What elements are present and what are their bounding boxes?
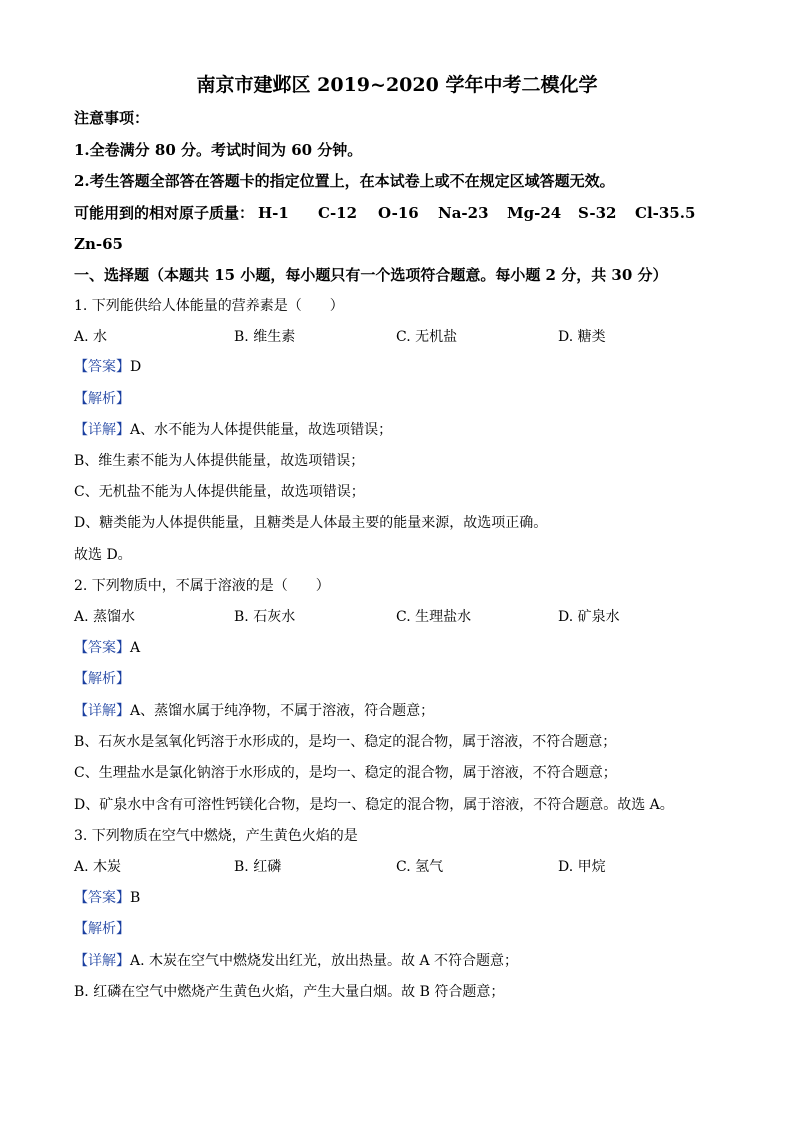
question-3-stem: 3. 下列物质在空气中燃烧，产生黄色火焰的是	[74, 828, 358, 844]
question-1-detail-2: B、维生素不能为人体提供能量，故选项错误；	[74, 453, 365, 469]
atomic-mass-h: H-1	[258, 204, 289, 222]
question-3-option-a: A. 木炭	[74, 859, 122, 875]
atomic-mass-s: S-32	[578, 204, 617, 222]
question-2-option-b: B. 石灰水	[234, 609, 296, 625]
atomic-mass-na: Na-23	[438, 204, 489, 222]
question-2-answer	[74, 638, 140, 658]
detail-label: 【详解】	[74, 703, 130, 719]
analysis-label: 【解析】	[74, 391, 130, 407]
notice-heading: 注意事项：	[74, 109, 150, 127]
answer-value: B	[130, 890, 141, 906]
detail-text: A. 木炭在空气中燃烧发出红光，放出热量。故 A 不符合题意；	[130, 953, 519, 969]
question-1-detail-4: D、糖类能为人体提供能量，且糖类是人体最主要的能量来源，故选项正确。	[74, 515, 548, 531]
answer-label: 【答案】	[74, 640, 130, 656]
question-2-analysis	[74, 669, 130, 689]
question-3-option-d: D. 甲烷	[558, 859, 606, 875]
question-1-detail-5: 故选 D。	[74, 547, 132, 563]
answer-value: A	[130, 640, 141, 656]
question-2-option-d: D. 矿泉水	[558, 609, 620, 625]
question-1-detail-1	[74, 420, 392, 440]
notice-item-2: 2.考生答题全部答在答题卡的指定位置上，在本试卷上或不在规定区域答题无效。	[74, 172, 615, 190]
question-2-option-a: A. 蒸馏水	[74, 609, 136, 625]
atomic-mass-zn: Zn-65	[74, 235, 123, 253]
question-1-stem: 1. 下列能供给人体能量的营养素是（ ）	[74, 298, 344, 314]
question-1-option-d: D. 糖类	[558, 329, 606, 345]
notice-item-1: 1.全卷满分 80 分。考试时间为 60 分钟。	[74, 141, 363, 159]
section-heading: 一、选择题（本题共 15 小题，每小题只有一个选项符合题意。每小题 2 分，共 30 分）	[74, 266, 668, 284]
question-2-detail-4: D、矿泉水中含有可溶性钙镁化合物，是均一、稳定的混合物，属于溶液，不符合题意。故选 A。	[74, 797, 674, 813]
question-2-detail-1	[74, 701, 434, 721]
detail-label: 【详解】	[74, 422, 130, 438]
question-2-detail-3: C、生理盐水是氯化钠溶于水形成的，是均一、稳定的混合物，属于溶液，不符合题意；	[74, 765, 617, 781]
question-3-detail-2: B. 红磷在空气中燃烧产生黄色火焰，产生大量白烟。故 B 符合题意；	[74, 984, 505, 1000]
question-3-answer	[74, 888, 140, 908]
atomic-mass-c: C-12	[318, 204, 358, 222]
question-1-option-c: C. 无机盐	[396, 329, 458, 345]
analysis-label: 【解析】	[74, 671, 130, 687]
question-1-analysis	[74, 389, 130, 409]
question-3-option-c: C. 氢气	[396, 859, 444, 875]
question-1-answer	[74, 357, 141, 377]
atomic-mass-cl: Cl-35.5	[635, 204, 696, 222]
question-2-option-c: C. 生理盐水	[396, 609, 472, 625]
question-1-option-a: A. 水	[74, 329, 108, 345]
answer-value: D	[130, 359, 142, 375]
page-title: 南京市建邺区 2019~2020 学年中考二模化学	[196, 74, 598, 96]
question-1-detail-3: C、无机盐不能为人体提供能量，故选项错误；	[74, 484, 365, 500]
answer-label: 【答案】	[74, 890, 130, 906]
question-3-analysis	[74, 919, 130, 939]
question-3-option-b: B. 红磷	[234, 859, 282, 875]
detail-text: A、水不能为人体提供能量，故选项错误；	[130, 422, 393, 438]
atomic-mass-mg: Mg-24	[507, 204, 562, 222]
detail-label: 【详解】	[74, 953, 130, 969]
analysis-label: 【解析】	[74, 921, 130, 937]
question-1-option-b: B. 维生素	[234, 329, 296, 345]
atomic-mass-label: 可能用到的相对原子质量：	[74, 204, 255, 222]
question-3-detail-1	[74, 951, 518, 971]
question-2-stem: 2. 下列物质中，不属于溶液的是（ ）	[74, 578, 330, 594]
detail-text: A、蒸馏水属于纯净物，不属于溶液，符合题意；	[130, 703, 435, 719]
atomic-mass-o: O-16	[378, 204, 419, 222]
question-2-detail-2: B、石灰水是氢氧化钙溶于水形成的，是均一、稳定的混合物，属于溶液，不符合题意；	[74, 734, 617, 750]
answer-label: 【答案】	[74, 359, 130, 375]
